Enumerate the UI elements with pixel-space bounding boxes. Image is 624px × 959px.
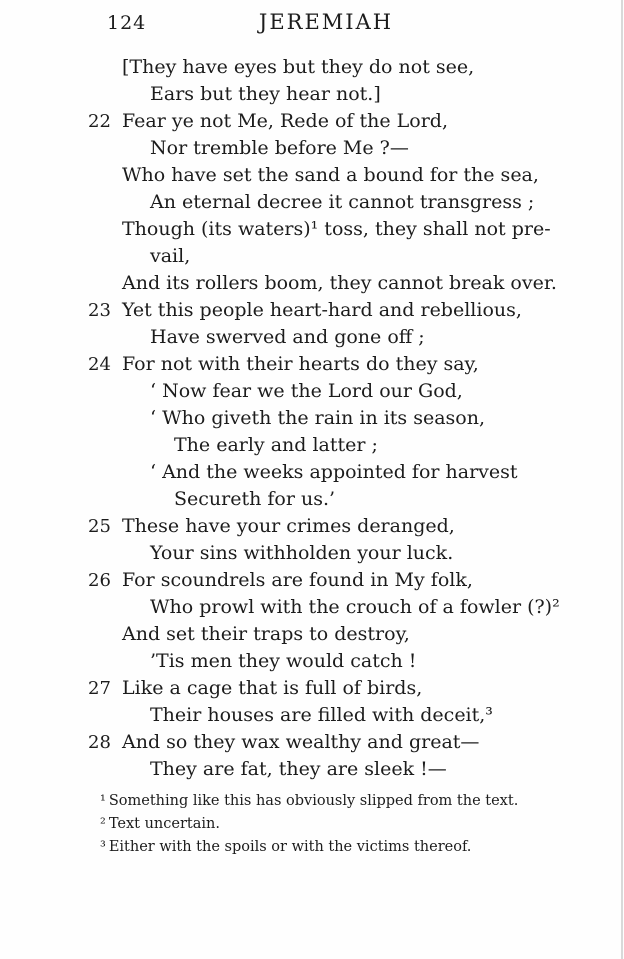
poem-line <box>88 297 594 324</box>
running-head: JEREMIAH <box>258 10 394 34</box>
verse-number: 28 <box>88 732 111 753</box>
poem-line <box>88 675 594 702</box>
footnote-text: Either with the spoils or with the victims thereof. <box>108 839 472 855</box>
poem-line <box>88 324 594 351</box>
poem-line <box>88 567 594 594</box>
verse-number: 22 <box>88 111 111 132</box>
footnote-marker: ² <box>100 816 106 832</box>
poem-line <box>88 486 594 513</box>
poem-line-text: Ears but they hear not.] <box>150 83 381 105</box>
page-number: 124 <box>107 12 147 34</box>
poem-line <box>88 108 594 135</box>
poem-line <box>88 216 594 243</box>
poem-line <box>88 81 594 108</box>
page-edge-shadow <box>621 0 623 959</box>
poem-line-text: ‘ And the weeks appointed for harvest <box>150 461 518 483</box>
poem-line-text: Secureth for us.’ <box>174 488 336 510</box>
poem-line-text: These have your crimes deranged, <box>122 515 455 537</box>
poem-line <box>88 54 594 81</box>
poem-line <box>88 162 594 189</box>
footnote-text: Something like this has obviously slipped from the text. <box>108 793 519 809</box>
poem-line <box>88 729 594 756</box>
footnote <box>100 836 580 859</box>
poem-line-text: An eternal decree it cannot transgress ; <box>150 191 535 213</box>
page-header <box>0 10 624 44</box>
poem-line-text: Who have set the sand a bound for the sea, <box>122 164 539 186</box>
verse-number: 25 <box>88 516 111 537</box>
poem-line <box>88 405 594 432</box>
poem-line <box>88 189 594 216</box>
verse-number: 26 <box>88 570 111 591</box>
poem-line <box>88 513 594 540</box>
poem-line-text: And its rollers boom, they cannot break over. <box>122 272 557 294</box>
poem-line-text: And set their traps to destroy, <box>122 623 410 645</box>
poem-line-text: Their houses are filled with deceit,³ <box>150 704 493 726</box>
poem-line <box>88 135 594 162</box>
poem-line-text: Your sins withholden your luck. <box>150 542 454 564</box>
poem-line-text: [They have eyes but they do not see, <box>122 56 475 78</box>
footnote <box>100 813 580 836</box>
poem-line <box>88 378 594 405</box>
footnotes-section <box>100 790 580 859</box>
poem-body <box>88 54 594 783</box>
poem-line-text: Who prowl with the crouch of a fowler (?)² <box>150 596 560 618</box>
poem-line <box>88 459 594 486</box>
poem-line <box>88 648 594 675</box>
poem-line <box>88 432 594 459</box>
poem-line-text: And so they wax wealthy and great— <box>122 731 480 753</box>
footnote-marker: ³ <box>100 839 106 855</box>
poem-line-text: Nor tremble before Me ?— <box>150 137 409 159</box>
verse-number: 24 <box>88 354 111 375</box>
poem-line-text: vail, <box>150 245 191 267</box>
verse-number: 23 <box>88 300 111 321</box>
poem-line-text: Fear ye not Me, Rede of the Lord, <box>122 110 448 132</box>
poem-line <box>88 756 594 783</box>
poem-line <box>88 594 594 621</box>
poem-line-text: ‘ Who giveth the rain in its season, <box>150 407 486 429</box>
poem-line-text: ’Tis men they would catch ! <box>150 650 417 672</box>
poem-line-text: ‘ Now fear we the Lord our God, <box>150 380 463 402</box>
footnote <box>100 790 580 813</box>
poem-line-text: For scoundrels are found in My folk, <box>122 569 473 591</box>
poem-line-text: Though (its waters)¹ toss, they shall not pre- <box>122 218 551 240</box>
poem-line <box>88 351 594 378</box>
poem-line <box>88 270 594 297</box>
poem-line-text: The early and latter ; <box>174 434 378 456</box>
poem-line-text: Have swerved and gone off ; <box>150 326 425 348</box>
poem-line-text: For not with their hearts do they say, <box>122 353 479 375</box>
poem-line-text: Yet this people heart-hard and rebellious, <box>122 299 522 321</box>
poem-line <box>88 702 594 729</box>
footnote-marker: ¹ <box>100 793 106 809</box>
poem-line <box>88 540 594 567</box>
footnote-text: Text uncertain. <box>108 816 220 832</box>
poem-line-text: Like a cage that is full of birds, <box>122 677 423 699</box>
poem-line <box>88 621 594 648</box>
poem-line-text: They are fat, they are sleek !— <box>150 758 447 780</box>
verse-number: 27 <box>88 678 111 699</box>
poem-line <box>88 243 594 270</box>
